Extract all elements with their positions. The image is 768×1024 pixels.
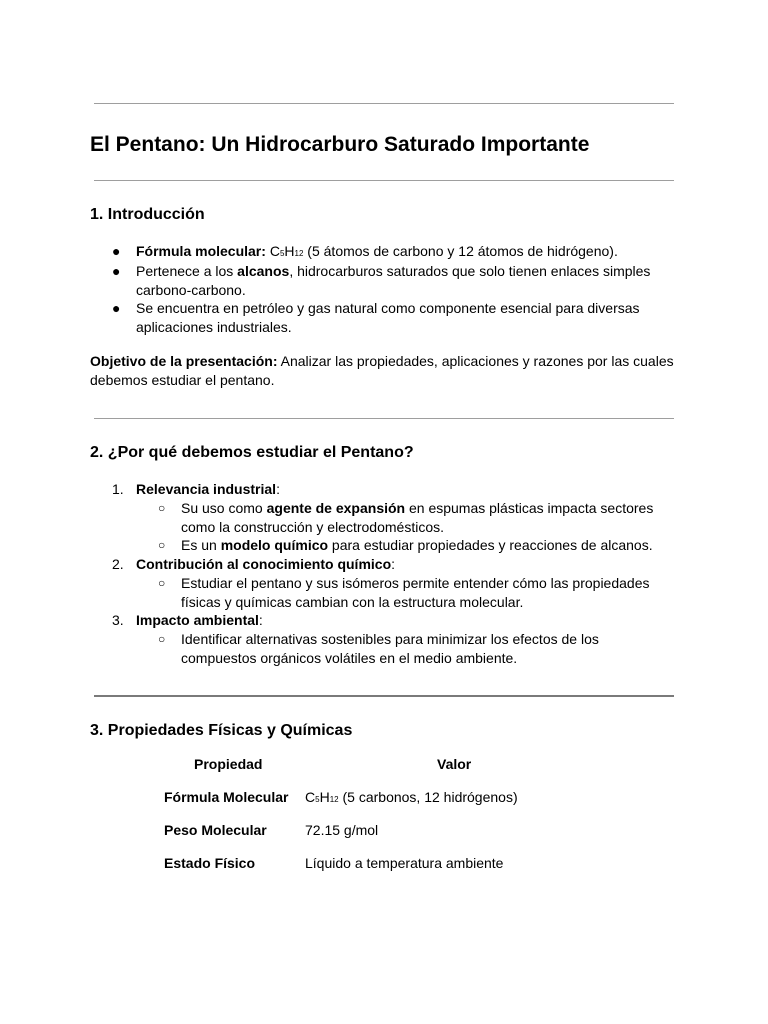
list-item: 3. Impacto ambiental: xyxy=(112,612,263,628)
table-row-value: Líquido a temperatura ambiente xyxy=(305,855,504,871)
objective-paragraph: Objetivo de la presentación: Analizar las propiedades, aplicaciones y razones por las cuales debemos estudiar el pentano. xyxy=(90,353,674,388)
circle-bullet: ○ xyxy=(158,538,166,552)
table-row-label: Peso Molecular xyxy=(164,822,267,838)
horizontal-rule xyxy=(94,695,674,697)
page-title: El Pentano: Un Hidrocarburo Saturado Importante xyxy=(90,133,590,156)
bullet-marker: ● xyxy=(112,243,121,259)
table-header: Valor xyxy=(437,756,472,772)
list-item: ● Pertenece a los alcanos, hidrocarburos saturados que solo tienen enlaces simples carbono-carbono. xyxy=(112,263,651,298)
list-item: ● Se encuentra en petróleo y gas natural como componente esencial para diversas aplicaciones industriales. xyxy=(112,300,640,335)
table-row-value: 72.15 g/mol xyxy=(305,822,379,838)
sub-list-item: ○ Estudiar el pentano y sus isómeros permite entender cómo las propiedades físicas y químicas cambian con la estructura molecular. xyxy=(158,575,650,610)
sub-list-item: ○ Identificar alternativas sostenibles para minimizar los efectos de los compuestos orgánicos volátiles en el medio ambiente. xyxy=(158,631,599,666)
sub-list-item: ○ Su uso como agente de expansión en espumas plásticas impacta sectores como la construcción y electrodomésticos. xyxy=(158,500,654,535)
table-row-label: Estado Físico xyxy=(164,855,256,871)
section-heading-intro: 1. Introducción xyxy=(90,206,205,223)
table-row-value: C5H12 (5 carbonos, 12 hidrógenos) xyxy=(305,789,518,805)
section-heading-props: 3. Propiedades Físicas y Químicas xyxy=(90,722,353,739)
circle-bullet: ○ xyxy=(158,632,166,646)
table-row-label: Fórmula Molecular xyxy=(164,789,289,805)
bullet-marker: ● xyxy=(112,300,121,316)
circle-bullet: ○ xyxy=(158,501,166,515)
horizontal-rule xyxy=(94,418,674,419)
table-header: Propiedad xyxy=(194,756,263,772)
section-heading-why: 2. ¿Por qué debemos estudiar el Pentano? xyxy=(90,444,414,461)
list-item: 2. Contribución al conocimiento químico: xyxy=(112,556,396,572)
horizontal-rule xyxy=(94,103,674,104)
bullet-marker: ● xyxy=(112,263,121,279)
list-item: 1. Relevancia industrial: xyxy=(112,481,280,497)
sub-list-item: ○ Es un modelo químico para estudiar propiedades y reacciones de alcanos. xyxy=(158,537,653,553)
horizontal-rule xyxy=(94,180,674,181)
circle-bullet: ○ xyxy=(158,576,166,590)
list-item: ● Fórmula molecular: C5H12 (5 átomos de carbono y 12 átomos de hidrógeno). xyxy=(112,243,618,259)
